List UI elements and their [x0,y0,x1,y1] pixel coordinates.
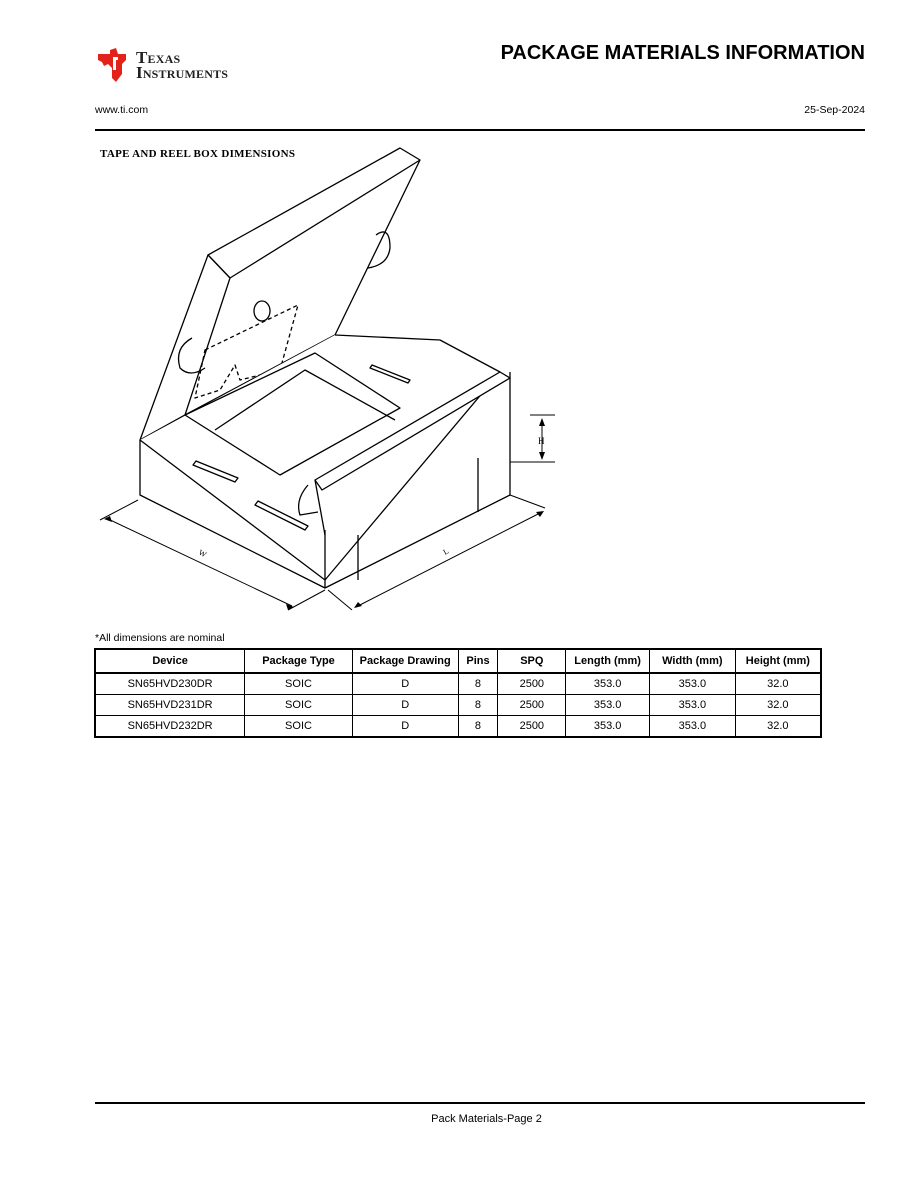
label-h: H [538,436,545,446]
table-row [95,673,821,695]
cell-height: 32.0 [735,673,821,695]
document-date: 25-Sep-2024 [804,104,865,116]
cell-device: SN65HVD232DR [95,716,245,738]
cell-device: SN65HVD231DR [95,695,245,716]
cell-spq: 2500 [498,716,566,738]
header-height: Height (mm) [735,649,821,673]
cell-spq: 2500 [498,673,566,695]
label-l: L [441,546,451,557]
cell-package-type: SOIC [245,673,353,695]
label-w: W [197,547,208,560]
cell-height: 32.0 [735,695,821,716]
footer-divider [95,1102,865,1104]
cell-pins: 8 [458,716,498,738]
header-divider [95,129,865,131]
header-pins: Pins [458,649,498,673]
cell-package-type: SOIC [245,716,353,738]
cell-package-drawing: D [352,673,458,695]
ti-logo-icon [96,44,134,84]
table-row [95,716,821,738]
logo-line-2: Instruments [136,63,229,82]
cell-pins: 8 [458,695,498,716]
header-device: Device [95,649,245,673]
header-length: Length (mm) [566,649,650,673]
header-package-drawing: Package Drawing [352,649,458,673]
dimensions-note: *All dimensions are nominal [95,632,225,644]
page-title: PACKAGE MATERIALS INFORMATION [500,42,865,64]
footer-page-label: Pack Materials-Page 2 [431,1113,542,1125]
cell-width: 353.0 [649,673,735,695]
logo-line-1: Texas [136,48,181,67]
cell-package-drawing: D [352,716,458,738]
cell-length: 353.0 [566,673,650,695]
section-title: TAPE AND REEL BOX DIMENSIONS [100,148,296,160]
header-spq: SPQ [498,649,566,673]
cell-package-drawing: D [352,695,458,716]
dimensions-table [94,648,822,738]
ti-logo [96,44,246,86]
table-header-row [95,649,821,673]
cell-width: 353.0 [649,695,735,716]
website-link[interactable]: www.ti.com [95,104,149,116]
table-row [95,695,821,716]
cell-height: 32.0 [735,716,821,738]
cell-device: SN65HVD230DR [95,673,245,695]
cell-spq: 2500 [498,695,566,716]
header-package-type: Package Type [245,649,353,673]
cell-pins: 8 [458,673,498,695]
cell-width: 353.0 [649,716,735,738]
cell-package-type: SOIC [245,695,353,716]
cell-length: 353.0 [566,716,650,738]
page-footer [0,1113,923,1125]
header-width: Width (mm) [649,649,735,673]
cell-length: 353.0 [566,695,650,716]
logo-wordmark [136,50,228,80]
box-dimensions-diagram [90,140,570,630]
